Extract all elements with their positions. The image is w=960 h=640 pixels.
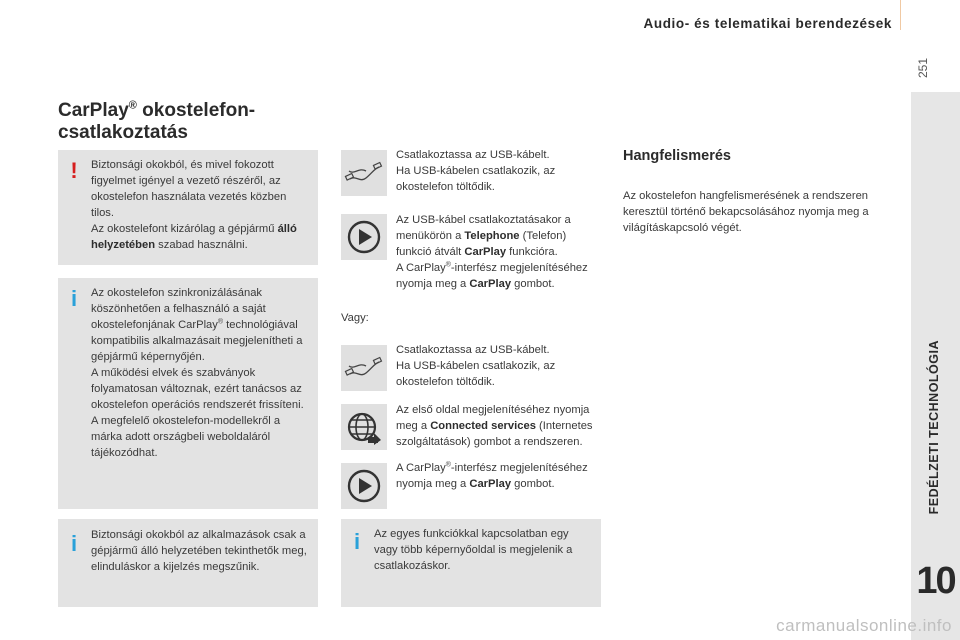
info-icon: i [70, 286, 78, 311]
watermark: carmanualsonline.info [776, 616, 952, 635]
info-icon: i [70, 531, 78, 556]
usb-cable-icon [341, 345, 387, 391]
voice-heading: Hangfelismerés [623, 148, 731, 164]
step-carplay-open: A CarPlay®-interfész megjelenítéséhez nyomja meg a CarPlay gombot. [396, 461, 588, 490]
usb-cable-icon [341, 150, 387, 196]
step-connected-services: Az első oldal megjelenítéséhez nyomja meg a Connected services (Internetes szolgáltatások) gombot a rendszeren. [396, 404, 593, 448]
or-label: Vagy: [341, 312, 369, 324]
carplay-icon [341, 214, 387, 260]
info-note-screens: i Az egyes funkciókkal kapcsolatban egy vagy több képernyőoldal is megjelenik a csatlakozáskor. [341, 519, 601, 607]
section-title: Audio- és telematikai berendezések [643, 16, 892, 31]
step-usb-connect: Csatlakoztassa az USB-kábelt. Ha USB-kábelen csatlakozik, az okostelefon töltődik. [396, 149, 556, 193]
page-title: CarPlay® okostelefon- csatlakoztatás [58, 99, 256, 143]
page-number: 251 [916, 57, 930, 79]
warning-note: ! Biztonsági okokból, és mivel fokozott figyelmet igényel a vezető részéről, az okostelefon használata vezetés közben tilos. Az okostelefont kizárólag a gépjármű álló helyzetében szabad használni. [58, 150, 318, 265]
info-note-safety: i Biztonsági okokból az alkalmazások csak a gépjármű álló helyzetében tekinthetők meg, elinduláskor a kijelzés megszűnik. [58, 519, 318, 607]
header-divider [900, 0, 901, 30]
side-label: FEDÉLZETI TECHNOLÓGIA [927, 340, 941, 515]
carplay-icon [341, 463, 387, 509]
chapter-number: 10 [916, 560, 955, 602]
step-carplay-switch: Az USB-kábel csatlakoztatásakor a menükörön a Telephone (Telefon) funkció átvált CarPlay funkcióra. A CarPlay®-interfész megjelenítéséhez nyomja meg a CarPlay gombot. [396, 214, 588, 290]
connected-services-icon [341, 404, 387, 450]
info-icon: i [353, 529, 361, 554]
voice-text: Az okostelefon hangfelismerésének a rendszeren keresztül történő bekapcsolásához nyomja meg a világításkapcsoló végét. [623, 190, 869, 234]
step-usb-connect-2: Csatlakoztassa az USB-kábelt. Ha USB-kábelen csatlakozik, az okostelefon töltődik. [396, 344, 556, 388]
exclamation-icon: ! [70, 158, 78, 183]
info-note-carplay: i Az okostelefon szinkronizálásának köszönhetően a felhasználó a saját okostelefonjának CarPlay® technológiával kompatibilis alkalmazásait megjelenítheti a gépjármű képernyőjén. A működési elvek és szabványok folyamatosan változnak, ezért tanácsos az okostelefon operációs rendszerét frissíteni. A megfelelő okostelefon-modellekről a márka adott országbeli weboldaláról tájékozódhat. [58, 278, 318, 509]
